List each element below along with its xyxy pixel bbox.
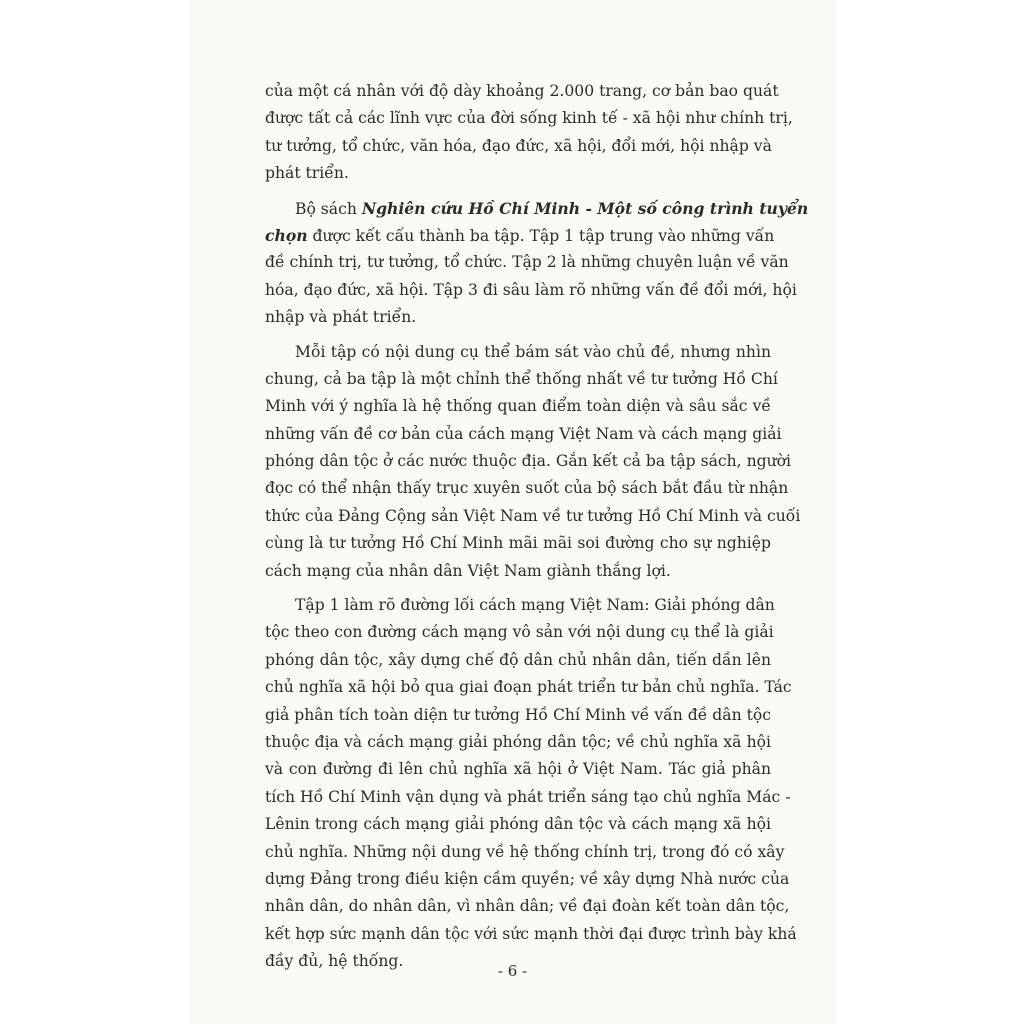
- text-line: hóa, đạo đức, xã hội. Tập 3 đi sâu làm rõ những vấn đề đổi mới, hội: [265, 280, 797, 299]
- book-title-text: chọn: [265, 225, 308, 245]
- text-line: [265, 222, 775, 249]
- text-line: đầy đủ, hệ thống.: [265, 952, 404, 971]
- book-title-text: Nghiên cứu Hồ Chí Minh - Một số công trình tuyển: [361, 198, 809, 218]
- text-line: phát triển.: [265, 164, 349, 183]
- text-line: Mỗi tập có nội dung cụ thể bám sát vào chủ đề, nhưng nhìn: [295, 342, 771, 361]
- text-line: chung, cả ba tập là một chỉnh thể thống nhất về tư tưởng Hồ Chí: [265, 369, 778, 388]
- paragraph-2: [265, 195, 809, 332]
- text-line: Minh với ý nghĩa là hệ thống quan điểm toàn diện và sâu sắc về: [265, 397, 771, 416]
- text-line: của một cá nhân với độ dày khoảng 2.000 trang, cơ bản bao quát: [265, 82, 779, 100]
- text-line: những vấn đề cơ bản của cách mạng Việt Nam và cách mạng giải: [265, 424, 782, 443]
- text-line: và con đường đi lên chủ nghĩa xã hội ở Việt Nam. Tác giả phân: [265, 760, 771, 779]
- text-fragment: được kết cấu thành ba tập. Tập 1 tập trung vào những vấn: [307, 226, 775, 245]
- text-line: được tất cả các lĩnh vực của đời sống kinh tế - xã hội như chính trị,: [265, 109, 793, 128]
- text-line: tộc theo con đường cách mạng vô sản với nội dung cụ thể là giải: [265, 623, 774, 642]
- body-text: [265, 78, 809, 976]
- paragraph-4: [265, 592, 797, 975]
- text-line: đề chính trị, tư tưởng, tổ chức. Tập 2 là những chuyên luận về văn: [265, 253, 789, 272]
- paragraph-1: [265, 78, 793, 188]
- text-line: dựng Đảng trong điều kiện cầm quyền; về xây dựng Nhà nước của: [265, 869, 790, 888]
- text-line: chủ nghĩa xã hội bỏ qua giai đoạn phát triển tư bản chủ nghĩa. Tác: [265, 678, 792, 697]
- text-line: phóng dân tộc ở các nước thuộc địa. Gắn kết cả ba tập sách, người: [265, 452, 792, 471]
- text-line: tư tưởng, tổ chức, văn hóa, đạo đức, xã hội, đổi mới, hội nhập và: [265, 136, 772, 155]
- text-line: thuộc địa và cách mạng giải phóng dân tộc; về chủ nghĩa xã hội: [265, 732, 771, 751]
- text-line: chủ nghĩa. Những nội dung về hệ thống chính trị, trong đó có xây: [265, 842, 785, 861]
- text-line: cùng là tư tưởng Hồ Chí Minh mãi mãi soi đường cho sự nghiệp: [265, 534, 771, 553]
- text-line: thức của Đảng Cộng sản Việt Nam về tư tưởng Hồ Chí Minh và cuối: [265, 506, 801, 525]
- text-line: nhân dân, do nhân dân, vì nhân dân; về đại đoàn kết toàn dân tộc,: [265, 897, 790, 916]
- text-line: Lênin trong cách mạng giải phóng dân tộc và cách mạng xã hội: [265, 815, 771, 834]
- page-number: - 6 -: [497, 962, 528, 980]
- text-line: kết hợp sức mạnh dân tộc với sức mạnh thời đại được trình bày khá: [265, 924, 797, 943]
- text-line: phóng dân tộc, xây dựng chế độ dân chủ nhân dân, tiến dần lên: [265, 650, 771, 669]
- text-line: giả phân tích toàn diện tư tưởng Hồ Chí Minh về vấn đề dân tộc: [265, 705, 771, 724]
- text-line: cách mạng của nhân dân Việt Nam giành thắng lợi.: [265, 561, 671, 580]
- text-fragment: Bộ sách: [295, 199, 362, 218]
- book-page: [190, 0, 835, 1024]
- text-line: Tập 1 làm rõ đường lối cách mạng Việt Nam: Giải phóng dân: [295, 596, 775, 615]
- paragraph-3: [265, 339, 801, 586]
- text-line: đọc có thể nhận thấy trục xuyên suốt của bộ sách bắt đầu từ nhận: [265, 479, 789, 498]
- text-line: [265, 195, 809, 222]
- text-line: nhập và phát triển.: [265, 308, 417, 327]
- text-line: tích Hồ Chí Minh vận dụng và phát triển sáng tạo chủ nghĩa Mác -: [265, 787, 791, 806]
